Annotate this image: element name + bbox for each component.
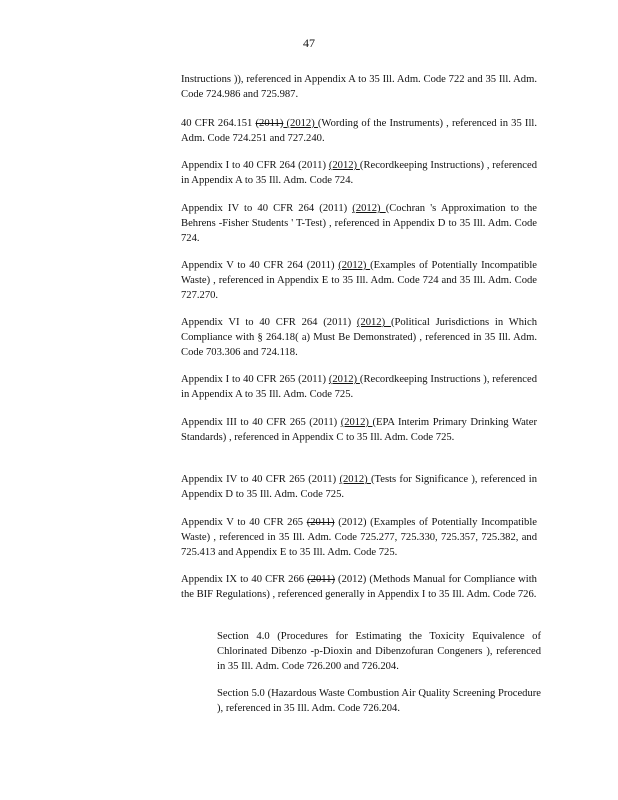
inserted-text: (2012) <box>352 203 386 214</box>
reference-entry: 40 CFR 264.151 (2011) (2012) (Wording of the Instruments) , referenced in 35 Ill. Adm. Code 724.251 and 727.240. <box>181 118 537 144</box>
inserted-text: (2012) <box>339 474 371 485</box>
deleted-text: (2011) <box>306 517 335 528</box>
reference-entry: Appendix IV to 40 CFR 265 (2011) (2012) (Tests for Significance ), referenced in Appendix D to 35 Ill. Adm. Code 725. <box>181 474 538 500</box>
reference-entry: Appendix V to 40 CFR 265 (2011) (2012) (Examples of Potentially Incompatible Waste) , referenced in 35 Ill. Adm. Code 725.277, 725.330, 725.357, 725.382, and 725.413 and Appendix E to 35 Ill. Adm. Code 725. <box>181 517 537 558</box>
inserted-text: (2012) <box>283 118 318 129</box>
inserted-text: (2012) <box>328 160 360 171</box>
reference-entry: Appendix V to 40 CFR 264 (2011) (2012) (Examples of Potentially Incompatible Waste) , referenced in Appendix E to 35 Ill. Adm. Code 724 and 35 Ill. Adm. Code 727.270. <box>181 260 538 301</box>
reference-sub-entry: Section 4.0 (Procedures for Estimating the Toxicity Equivalence of Chlorinated Dibenzo -p-Dioxin and Dibenzofuran Congeners ), referenced in 35 Ill. Adm. Code 726.200 and 726.204. <box>217 631 541 672</box>
reference-entry: Appendix IX to 40 CFR 266 (2011) (2012) (Methods Manual for Compliance with the BIF Regulations) , referenced generally in Appendix I to 35 Ill. Adm. Code 726. <box>181 574 537 600</box>
deleted-text: (2011) <box>307 574 335 585</box>
inserted-text: (2012) <box>340 417 373 428</box>
reference-entry: Appendix VI to 40 CFR 264 (2011) (2012) (Political Jurisdictions in Which Compliance with § 264.18( a) Must Be Demonstrated) , referenced in 35 Ill. Adm. Code 703.306 and 724.118. <box>181 317 537 358</box>
reference-entry: Appendix III to 40 CFR 265 (2011) (2012) (EPA Interim Primary Drinking Water Standards) , referenced in Appendix C to 35 Ill. Adm. Code 725. <box>181 417 537 443</box>
reference-entry: Appendix I to 40 CFR 264 (2011) (2012) (Recordkeeping Instructions) , referenced in Appendix A to 35 Ill. Adm. Code 724. <box>181 160 537 186</box>
reference-entry: Appendix IV to 40 CFR 264 (2011) (2012) (Cochran 's Approximation to the Behrens -Fisher Students ' T-Test) , referenced in Appendix D to 35 Ill. Adm. Code 724. <box>181 203 537 244</box>
inserted-text: (2012) <box>328 374 360 385</box>
inserted-text: (2012) <box>338 260 371 271</box>
reference-entry: Appendix I to 40 CFR 265 (2011) (2012) (Recordkeeping Instructions ), referenced in Appendix A to 35 Ill. Adm. Code 725. <box>181 374 537 400</box>
inserted-text: (2012) <box>356 317 391 328</box>
reference-entry: Instructions )), referenced in Appendix A to 35 Ill. Adm. Code 722 and 35 Ill. Adm. Code 724.986 and 725.987. <box>181 74 537 100</box>
page-number: 47 <box>303 36 315 50</box>
deleted-text: (2011) <box>255 118 284 129</box>
reference-sub-entry: Section 5.0 (Hazardous Waste Combustion Air Quality Screening Procedure ), referenced in 35 Ill. Adm. Code 726.204. <box>217 688 541 714</box>
